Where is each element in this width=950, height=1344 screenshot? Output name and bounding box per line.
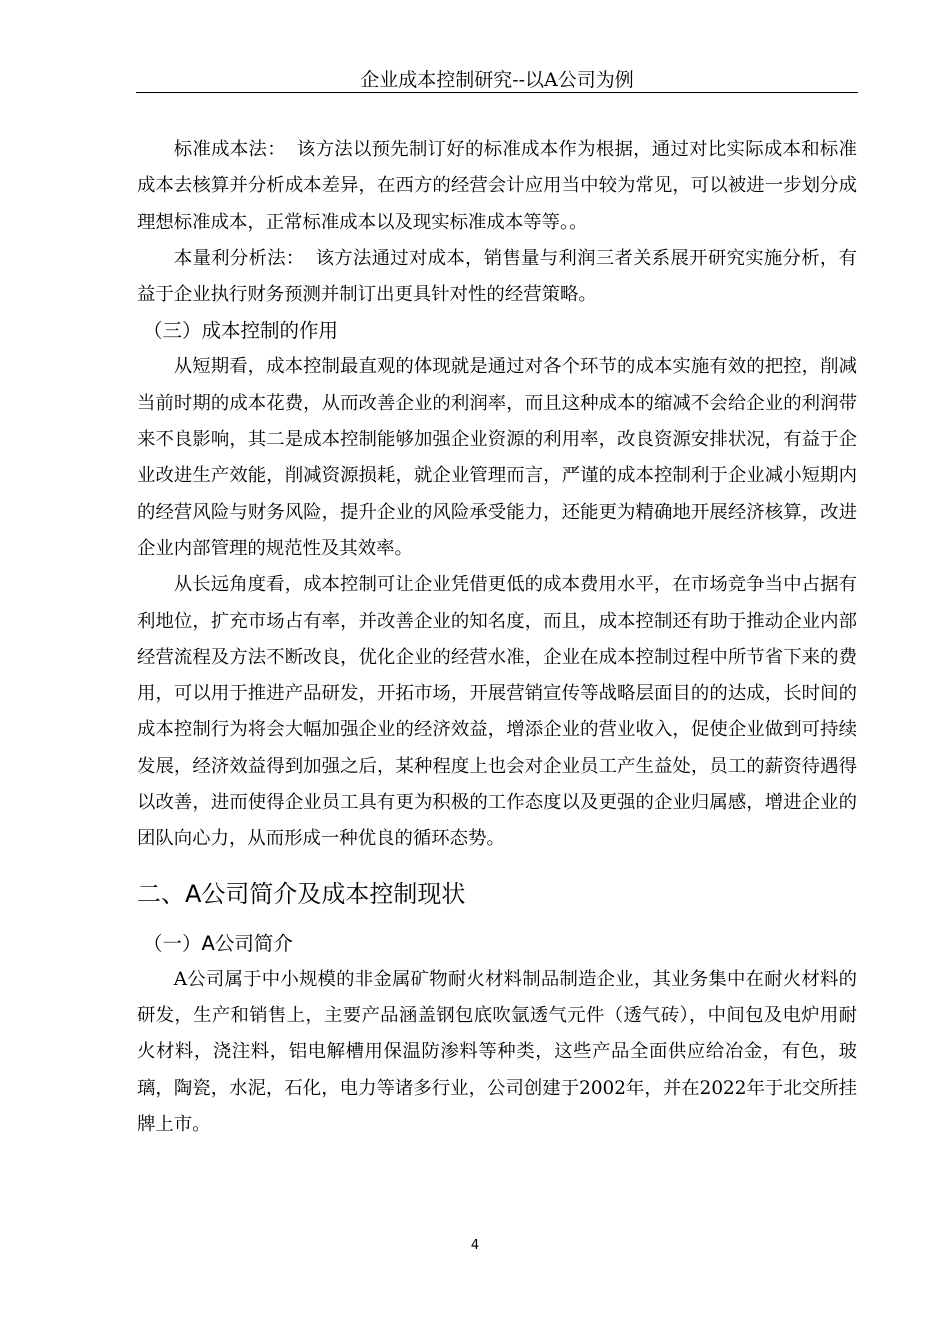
- text-cvp-analysis: 该方法通过对成本，销售量与利润三者关系展开研究实施分析，有益于企业执行财务预测并制订出更具针对性的经营策略。: [137, 247, 857, 306]
- section-heading-role: （三）成本控制的作用: [143, 319, 339, 343]
- text-standard-cost: 该方法以预先制订好的标准成本作为根据，通过对比实际成本和标准成本去核算并分析成本差异，在西方的经营会计应用当中较为常见，可以被进一步划分成理想标准成本，正常标准成本以及现实标准成本等等。。: [137, 139, 857, 233]
- page-content: [137, 132, 857, 1143]
- paragraph-short-term: 从短期看，成本控制最直观的体现就是通过对各个环节的成本实施有效的把控，削减当前时期的成本花费，从而改善企业的利润率，而且这种成本的缩减不会给企业的利润带来不良影响，其二是成本控制能够加强企业资源的利用率，改良资源安排状况，有益于企业改进生产效能，削减资源损耗，就企业管理而言，严谨的成本控制利于企业减小短期内的经营风险与财务风险，提升企业的风险承受能力，还能更为精确地开展经济核算，改进企业内部管理的规范性及其效率。: [137, 356, 857, 559]
- header-divider: [136, 92, 858, 93]
- term-cvp-analysis: 本量利分析法：: [173, 247, 305, 269]
- paragraph-company-intro: A公司属于中小规模的非金属矿物耐火材料制品制造企业，其业务集中在耐火材料的研发，生产和销售上，主要产品涵盖钢包底吹氩透气元件（透气砖），中间包及电炉用耐火材料，浇注料，铝电解槽用保温防渗料等种类，这些产品全面供应给冶金，有色，玻璃，陶瓷，水泥，石化，电力等诸多行业，公司创建于2002年，并在2022年于北交所挂牌上市。: [137, 968, 857, 1135]
- header-title: 企业成本控制研究--以A公司为例: [360, 69, 634, 91]
- chapter-heading: 二、A公司简介及成本控制现状: [137, 879, 466, 908]
- term-standard-cost: 标准成本法：: [173, 139, 286, 160]
- paragraph-long-term: 从长远角度看，成本控制可让企业凭借更低的成本费用水平，在市场竞争当中占据有利地位，扩充市场占有率，并改善企业的知名度，而且，成本控制还有助于推动企业内部经营流程及方法不断改良，优化企业的经营水准，企业在成本控制过程中所节省下来的费用，可以用于推进产品研发，开拓市场，开展营销宣传等战略层面目的的达成，长时间的成本控制行为将会大幅加强企业的经济效益，增添企业的营业收入，促使企业做到可持续发展，经济效益得到加强之后，某种程度上也会对企业员工产生益处，员工的薪资待遇得以改善，进而使得企业员工具有更为积极的工作态度以及更强的企业归属感，增进企业的团队向心力，从而形成一种优良的循环态势。: [137, 574, 857, 850]
- paragraph-cvp-analysis: [137, 241, 857, 314]
- paragraph-standard-cost: [137, 132, 857, 241]
- section-heading-company-intro: （一）A公司简介: [143, 931, 293, 955]
- page-number: 4: [470, 1238, 480, 1253]
